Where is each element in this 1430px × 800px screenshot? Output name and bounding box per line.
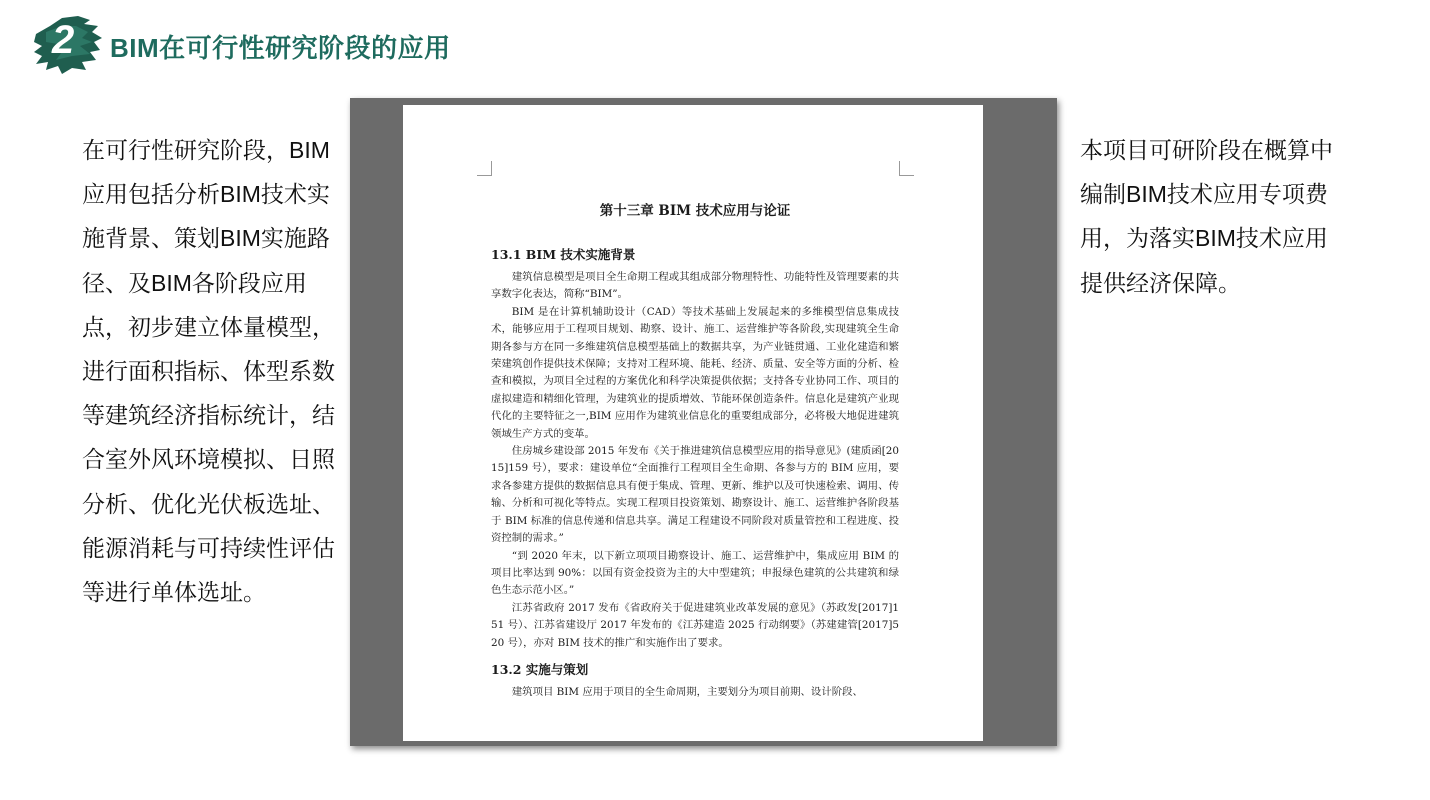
header bbox=[32, 12, 492, 76]
section-number-badge bbox=[32, 12, 104, 76]
document-page bbox=[403, 105, 983, 741]
section-title-13-1: 13.1 BIM 技术实施背景 bbox=[491, 247, 636, 262]
page-corner-mark-left bbox=[477, 161, 492, 176]
right-description: 本项目可研阶段在概算中编制BIM技术应用专项费用，为落实BIM技术应用提供经济保障。 bbox=[1080, 137, 1333, 296]
page-corner-mark-right bbox=[899, 161, 914, 176]
paragraph: 建筑信息模型是项目全生命期工程或其组成部分物理特性、功能特性及管理要素的共享数字化表达，简称“BIM”。 bbox=[491, 271, 899, 301]
paragraph: 建筑项目 BIM 应用于项目的全生命周期，主要划分为项目前期、设计阶段、 bbox=[511, 685, 863, 698]
left-description: 在可行性研究阶段，BIM应用包括分析BIM技术实施背景、策划BIM实施路径、及BIM各阶段应用点，初步建立体量模型，进行面积指标、体型系数等建筑经济指标统计，结合室外风环境模拟、日照分析、优化光伏板选址、能源消耗与可持续性评估等进行单体选址。 bbox=[82, 137, 335, 606]
badge-number: 2 bbox=[52, 18, 75, 62]
paragraph: “到 2020 年末，以下新立项项目勘察设计、施工、运营维护中，集成应用 BIM 的项目比率达到 90%：以国有资金投资为主的大中型建筑；申报绿色建筑的公共建筑和绿色生态示范小区。” bbox=[491, 549, 899, 597]
paragraph: 住房城乡建设部 2015 年发布《关于推进建筑信息模型应用的指导意见》(建质函[2015]159 号），要求：建设单位“全面推行工程项目全生命期、各参与方的 BIM 应用，要求各参建方提供的数据信息具有便于集成、管理、更新、维护以及可快速检索、调用、传输、分析和可视化等特点。实现工程项目投资策划、勘察设计、施工、运营维护各阶段基于 BIM 标准的信息传递和信息共享。满足工程建设不同阶段对质量管控和工程进度、投资控制的需求。” bbox=[491, 445, 899, 545]
document-viewer bbox=[350, 98, 1057, 746]
paragraph: 江苏省政府 2017 发布《省政府关于促进建筑业改革发展的意见》（苏政发[2017]151 号）、江苏省建设厅 2017 年发布的《江苏建造 2025 行动纲要》（苏建建管[2017]520 号），亦对 BIM 技术的推广和实施作出了要求。 bbox=[491, 601, 899, 649]
chapter-title: 第十三章 BIM 技术应用与论证 bbox=[599, 203, 791, 219]
document-body bbox=[491, 199, 899, 701]
paragraph: BIM 是在计算机辅助设计（CAD）等技术基础上发展起来的多维模型信息集成技术，能够应用于工程项目规划、勘察、设计、施工、运营维护等各阶段,实现建筑全生命期各参与方在同一多维建筑信息模型基础上的数据共享，为产业链贯通、工业化建造和繁荣建筑创作提供技术保障；支持对工程环境、能耗、经济、质量、安全等方面的分析、检查和模拟，为项目全过程的方案优化和科学决策提供依据；支持各专业协同工作、项目的虚拟建造和精细化管理，为建筑业的提质增效、节能环保创造条件。信息化是建筑产业现代化的主要特征之一,BIM 应用作为建筑业信息化的重要组成部分，必将极大地促进建筑领域生产方式的变革。 bbox=[491, 305, 899, 440]
page-title: BIM在可行性研究阶段的应用 bbox=[110, 33, 451, 63]
section-title-13-2: 13.2 实施与策划 bbox=[491, 661, 589, 677]
